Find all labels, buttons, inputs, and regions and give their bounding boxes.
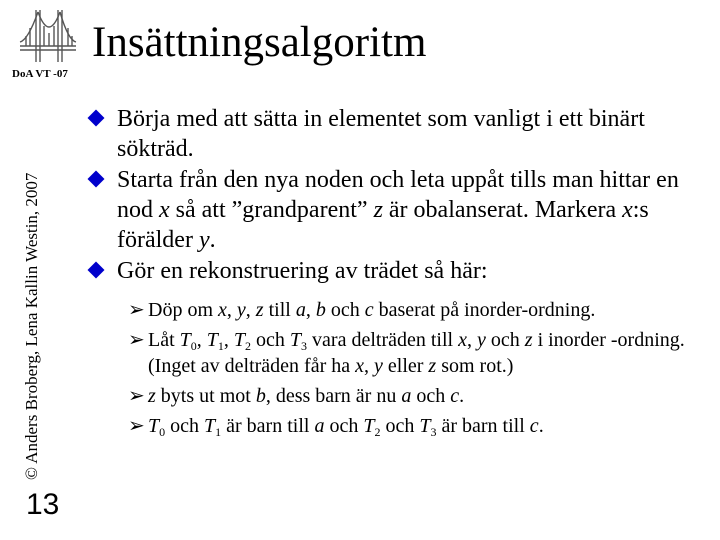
slide-number: 13	[26, 488, 60, 521]
bullet-item	[80, 104, 710, 164]
diamond-bullet-icon	[88, 262, 105, 279]
bullet-item	[80, 256, 710, 286]
subbullet-item	[80, 327, 710, 379]
subbullet-item	[80, 413, 710, 439]
bullet-text: Gör en rekonstruering av trädet så här:	[117, 258, 488, 284]
subbullet-item	[80, 297, 710, 323]
course-code: DoA VT -07	[12, 68, 68, 80]
bullet-text: Börja med att sätta in elementet som vanligt i ett binärt sökträd.	[117, 106, 645, 162]
subbullet-text: Döp om x, y, z till a, b och c baserat på inorder-ordning.	[148, 299, 596, 321]
bullet-item	[80, 165, 710, 255]
subbullet-text: Låt $T_0$, $T_1$, $T_2$ och $T_3$ vara delträden till x, y och z i inorder -ordning. (Inget av delträden får ha x, y eller z som rot.)	[148, 329, 685, 377]
arrow-bullet-icon: ➢	[128, 415, 145, 437]
subbullet-item	[80, 383, 710, 409]
diamond-bullet-icon	[88, 171, 105, 188]
slide-title: Insättningsalgoritm	[92, 19, 427, 66]
arrow-bullet-icon: ➢	[128, 329, 145, 351]
arrow-bullet-icon: ➢	[128, 385, 145, 407]
bridge-logo-icon	[18, 6, 78, 64]
bullet-text: Starta från den nya noden och leta uppåt tills man hittar en nod x så att ”grandparent” z är obalanserat. Markera x:s förälder y.	[117, 167, 679, 253]
subbullet-text: z byts ut mot b, dess barn är nu a och c.	[148, 385, 465, 407]
subbullet-text: $T_0$ och $T_1$ är barn till a och $T_2$ och $T_3$ är barn till c.	[148, 415, 544, 439]
copyright-text: © Anders Broberg, Lena Kallin Westin, 2007	[22, 172, 41, 480]
arrow-bullet-icon: ➢	[128, 299, 145, 321]
diamond-bullet-icon	[88, 110, 105, 127]
slide-content	[80, 104, 710, 439]
